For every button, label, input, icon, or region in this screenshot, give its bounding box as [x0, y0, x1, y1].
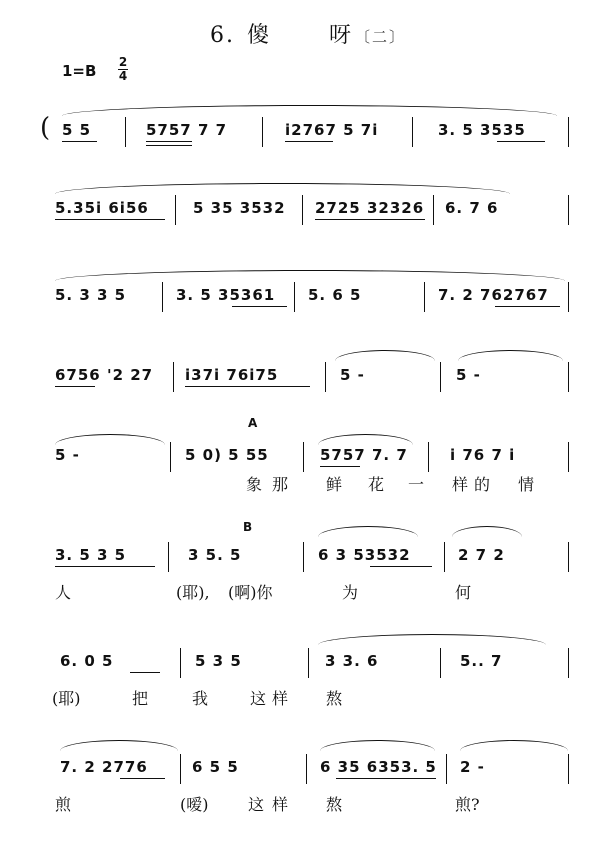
measure: 6. 7 6 [445, 199, 499, 217]
tie-slur [320, 740, 435, 751]
tie-slur [335, 350, 435, 361]
barline [568, 362, 569, 392]
barline [175, 195, 176, 225]
barline [125, 117, 126, 147]
underline [315, 219, 425, 220]
barline [302, 195, 303, 225]
barline [433, 195, 434, 225]
lyric: 这 [248, 795, 265, 814]
barline [262, 117, 263, 147]
measure: i37i 76i75 [185, 366, 279, 384]
measure: 7. 2 762767 [438, 286, 549, 304]
measure: 3 3. 6 [325, 652, 379, 670]
measure: 5 5 [62, 121, 92, 139]
measure: 5 0) 5 55 [185, 446, 269, 464]
time-signature [118, 56, 128, 83]
title-char-1: 傻 [246, 23, 271, 48]
song-number: 6. [209, 23, 235, 48]
measure: 6 35 6353. 5 [320, 758, 437, 776]
underline [146, 141, 192, 142]
lyric: 样 [452, 475, 469, 494]
measure: i2767 5 7i [285, 121, 379, 139]
barline [308, 648, 309, 678]
measure: 5757 7. 7 [320, 446, 408, 464]
tie-slur [318, 434, 413, 445]
title-char-2: 呀 [328, 23, 353, 48]
section-mark-a: A [248, 416, 258, 430]
repeat-paren-open: ( [40, 113, 51, 143]
staff-row-3 [0, 270, 616, 330]
barline [568, 648, 569, 678]
barline [162, 282, 163, 312]
title-suffix: 〔二〕 [355, 28, 407, 46]
underline [370, 566, 432, 567]
barline [568, 282, 569, 312]
barline [306, 754, 307, 784]
measure: 5 - [456, 366, 481, 384]
lyric: (耶), [176, 583, 210, 602]
barline [180, 754, 181, 784]
lyric: 熬 [326, 689, 343, 708]
lyric: 煎? [455, 795, 480, 814]
time-signature-top: 2 [118, 55, 128, 69]
lyric: 样 [272, 795, 289, 814]
lyric: (耶) [52, 689, 81, 708]
underline [232, 306, 287, 307]
measure: 2725 32326 [315, 199, 425, 217]
lyric: (啊)你 [228, 583, 273, 602]
measure: 5 - [55, 446, 80, 464]
staff-row-7 [0, 636, 616, 696]
underline [497, 141, 545, 142]
barline [568, 117, 569, 147]
measure: 7. 2 2776 [60, 758, 148, 776]
barline [294, 282, 295, 312]
barline [440, 648, 441, 678]
measure: 5. 6 5 [308, 286, 362, 304]
barline [303, 442, 304, 472]
staff-row-1 [0, 105, 616, 165]
underline [55, 386, 95, 387]
tie-slur [460, 740, 568, 751]
barline [568, 195, 569, 225]
measure: i 76 7 i [450, 446, 516, 464]
lyric: 情 [518, 475, 535, 494]
tie-slur [458, 350, 563, 361]
measure: 3 5. 5 [188, 546, 242, 564]
lyric: 这 [250, 689, 267, 708]
tie-slur [55, 434, 165, 445]
underline [495, 306, 560, 307]
measure: 5.. 7 [460, 652, 503, 670]
measure: 2 7 2 [458, 546, 505, 564]
lyric: 一 [408, 475, 425, 494]
lyric: 人 [55, 583, 72, 602]
barline [568, 754, 569, 784]
phrase-slur [62, 105, 557, 116]
lyric: 花 [368, 475, 385, 494]
key-signature: 1=B [62, 62, 97, 80]
underline [55, 566, 155, 567]
measure: 2 - [460, 758, 485, 776]
tie-slur [318, 526, 418, 537]
measure: 5757 7 7 [146, 121, 228, 139]
lyric: 何 [455, 583, 472, 602]
barline [428, 442, 429, 472]
barline [325, 362, 326, 392]
phrase-slur [55, 183, 510, 194]
barline [168, 542, 169, 572]
time-signature-bottom: 4 [118, 69, 128, 83]
measure: 5 - [340, 366, 365, 384]
lyric: 我 [192, 689, 209, 708]
measure: 6756 '2 27 [55, 366, 154, 384]
staff-row-8 [0, 742, 616, 802]
tie-slur [452, 526, 522, 537]
lyric: 为 [342, 583, 359, 602]
staff-row-6 [0, 520, 616, 590]
measure: 5 35 3532 [193, 199, 286, 217]
staff-row-4 [0, 350, 616, 410]
barline [440, 362, 441, 392]
barline [446, 754, 447, 784]
barline [173, 362, 174, 392]
lyric: 的 [474, 475, 491, 494]
measure: 6. 0 5 [60, 652, 114, 670]
lyric: 象 [246, 475, 263, 494]
underline [146, 145, 192, 146]
lyric: 鲜 [326, 475, 343, 494]
barline [170, 442, 171, 472]
underline [336, 778, 436, 779]
underline [120, 778, 165, 779]
lyric: 熬 [326, 795, 343, 814]
measure: 6 5 5 [192, 758, 239, 776]
lyric: 把 [132, 689, 149, 708]
underline [185, 386, 310, 387]
barline [568, 442, 569, 472]
measure: 3. 5 3535 [438, 121, 526, 139]
underline [320, 466, 360, 467]
barline [180, 648, 181, 678]
lyric: (嗳) [180, 795, 209, 814]
staff-row-2 [0, 183, 616, 243]
measure: 3. 5 3 5 [55, 546, 127, 564]
barline [444, 542, 445, 572]
measure: 3. 5 35361 [176, 286, 276, 304]
measure: 6 3 53532 [318, 546, 411, 564]
barline [568, 542, 569, 572]
song-title [0, 18, 616, 49]
phrase-slur [318, 634, 546, 645]
underline [62, 141, 97, 142]
barline [412, 117, 413, 147]
measure: 5.35i 6i56 [55, 199, 149, 217]
underline [55, 219, 165, 220]
underline [285, 141, 333, 142]
measure: 5 3 5 [195, 652, 242, 670]
measure: 5. 3 3 5 [55, 286, 127, 304]
barline [424, 282, 425, 312]
section-mark-b: B [243, 520, 253, 534]
underline [130, 672, 160, 673]
tie-slur [60, 740, 178, 751]
phrase-slur [55, 270, 565, 281]
lyric: 煎 [55, 795, 72, 814]
barline [303, 542, 304, 572]
lyric: 那 [272, 475, 289, 494]
lyric: 样 [272, 689, 289, 708]
